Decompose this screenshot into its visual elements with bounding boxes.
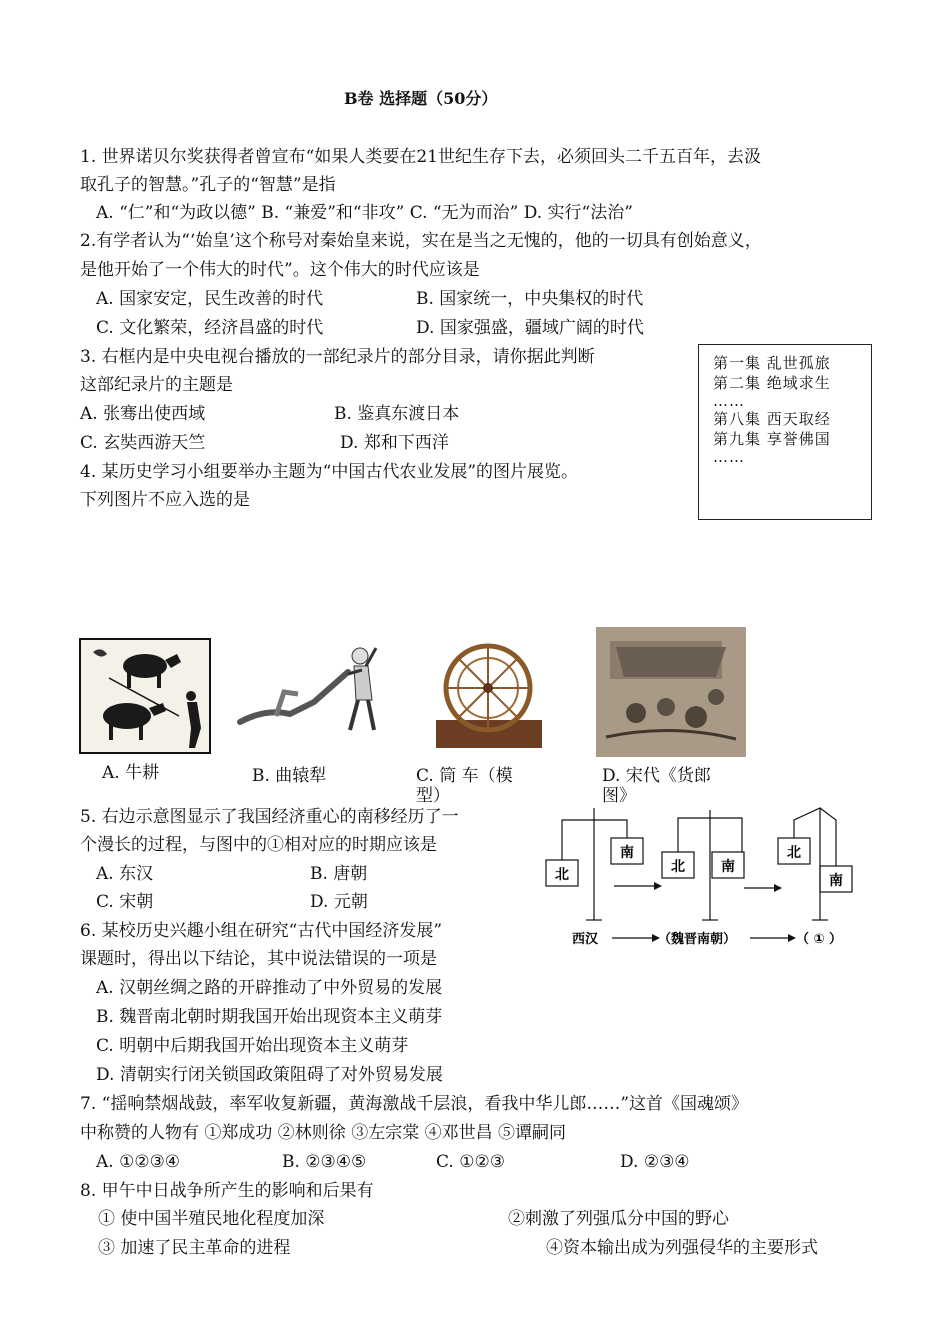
curved-plow-image [236,642,386,732]
q6-stem-line1: 6. 某校历史兴趣小组在研究“古代中国经济发展” [80,921,443,941]
diagram-north-label: 北 [787,845,801,861]
diagram-period-weijin: （魏晋南朝） [658,932,737,947]
diagram-period-blank: （ ① ） [796,932,843,947]
q4-stem-line1: 4. 某历史学习小组要举办主题为“中国古代农业发展”的图片展览。 [80,462,579,482]
q6-option-c: C. 明朝中后期我国开始出现资本主义萌芽 [96,1036,409,1056]
q5-stem-line1: 5. 右边示意图显示了我国经济重心的南移经历了一 [80,807,459,827]
contents-line: …… [713,448,745,466]
diagram-south-label: 南 [721,859,735,875]
q6-option-a: A. 汉朝丝绸之路的开辟推动了中外贸易的发展 [96,978,443,998]
diagram-period-xihan: 西汉 [572,932,599,947]
q5-option-d: D. 元朝 [310,892,368,912]
q4-caption-c: 型） [416,786,450,806]
q4-caption-d: D. 宋代《货郎 [602,766,711,786]
q5-option-b: B. 唐朝 [310,864,368,884]
diagram-south-label: 南 [829,873,843,889]
contents-line: 第九集 享誉佛国 [713,430,831,448]
q2-option-d: D. 国家强盛，疆域广阔的时代 [416,318,644,338]
economic-center-diagram [540,800,870,952]
documentary-contents-box [698,344,872,520]
q4-caption-c: C. 筒 车（模 [416,766,513,786]
q7-option-d: D. ②③④ [620,1152,690,1172]
contents-line: 第一集 乱世孤旅 [713,354,831,372]
q4-caption-a: A. 牛耕 [102,763,160,783]
q3-option-d: D. 郑和下西洋 [340,433,449,453]
q1-stem-line1: 1. 世界诺贝尔奖获得者曾宣布“如果人类要在21世纪生存下去，必须回头二千五百年，去汲 [80,147,761,167]
q4-caption-d: 图》 [602,786,636,806]
q8-stem: 8. 甲午中日战争所产生的影响和后果有 [80,1181,374,1201]
q2-option-b: B. 国家统一，中央集权的时代 [416,289,644,309]
q2-option-a: A. 国家安定，民生改善的时代 [96,289,324,309]
q8-item-3: ③ 加速了民主革命的进程 [98,1238,291,1258]
q3-stem-line1: 3. 右框内是中央电视台播放的一部纪录片的部分目录，请你据此判断 [80,347,595,367]
q5-option-c: C. 宋朝 [96,892,154,912]
q2-stem-line1: 2.有学者认为“‘始皇’这个称号对秦始皇来说，实在是当之无愧的，他的一切具有创始意义， [80,231,762,251]
ox-plowing-image [79,638,211,754]
q5-stem-line2: 个漫长的过程，与图中的①相对应的时期应该是 [80,835,437,855]
q7-option-b: B. ②③④⑤ [282,1152,367,1172]
q7-stem-line2: 中称赞的人物有 ①郑成功 ②林则徐 ③左宗棠 ④邓世昌 ⑤谭嗣同 [80,1123,567,1143]
q7-stem-line1: 7. “揺响禁烟战鼓，率军收复新疆，黄海激战千层浪，看我中华儿郎……”这首《国魂颂》 [80,1094,749,1114]
q2-option-c: C. 文化繁荣，经济昌盛的时代 [96,318,324,338]
q3-option-a: A. 张骞出使西域 [80,404,206,424]
q5-option-a: A. 东汉 [96,864,154,884]
q6-option-b: B. 魏晋南北朝时期我国开始出现资本主义萌芽 [96,1007,443,1027]
q3-option-b: B. 鉴真东渡日本 [334,404,460,424]
page-title: B卷 选择题（50分） [344,89,498,108]
contents-line: 第二集 绝域求生 [713,374,831,392]
diagram-north-label: 北 [671,859,685,875]
q1-stem-line2: 取孔子的智慧。”孔子的“智慧”是指 [80,175,336,195]
q3-stem-line2: 这部纪录片的主题是 [80,375,233,395]
q1-options: A. “仁”和“为政以德” B. “兼爱”和“非攻” C. “无为而治” D. 实行“法治” [96,203,633,223]
contents-line: …… [713,392,745,410]
q8-item-1: ① 使中国半殖民地化程度加深 [98,1209,325,1229]
q6-stem-line2: 课题时，得出以下结论，其中说法错误的一项是 [80,949,437,969]
q3-option-c: C. 玄奘西游天竺 [80,433,206,453]
q7-option-a: A. ①②③④ [96,1152,181,1172]
contents-line: 第八集 西天取经 [713,410,831,428]
q2-stem-line2: 是他开始了一个伟大的时代”。这个伟大的时代应该是 [80,260,480,280]
peddler-painting-image [596,627,746,757]
q6-option-d: D. 清朝实行闭关锁国政策阻碍了对外贸易发展 [96,1065,443,1085]
diagram-north-label: 北 [555,867,569,883]
q4-stem-line2: 下列图片不应入选的是 [80,490,250,510]
q4-caption-b: B. 曲辕犁 [252,766,327,786]
q8-item-2: ②刺激了列强瓜分中国的野心 [508,1209,729,1229]
waterwheel-model-image [432,632,546,750]
q7-option-c: C. ①②③ [436,1152,505,1172]
q8-item-4: ④资本输出成为列强侵华的主要形式 [546,1238,818,1258]
diagram-south-label: 南 [620,845,634,861]
